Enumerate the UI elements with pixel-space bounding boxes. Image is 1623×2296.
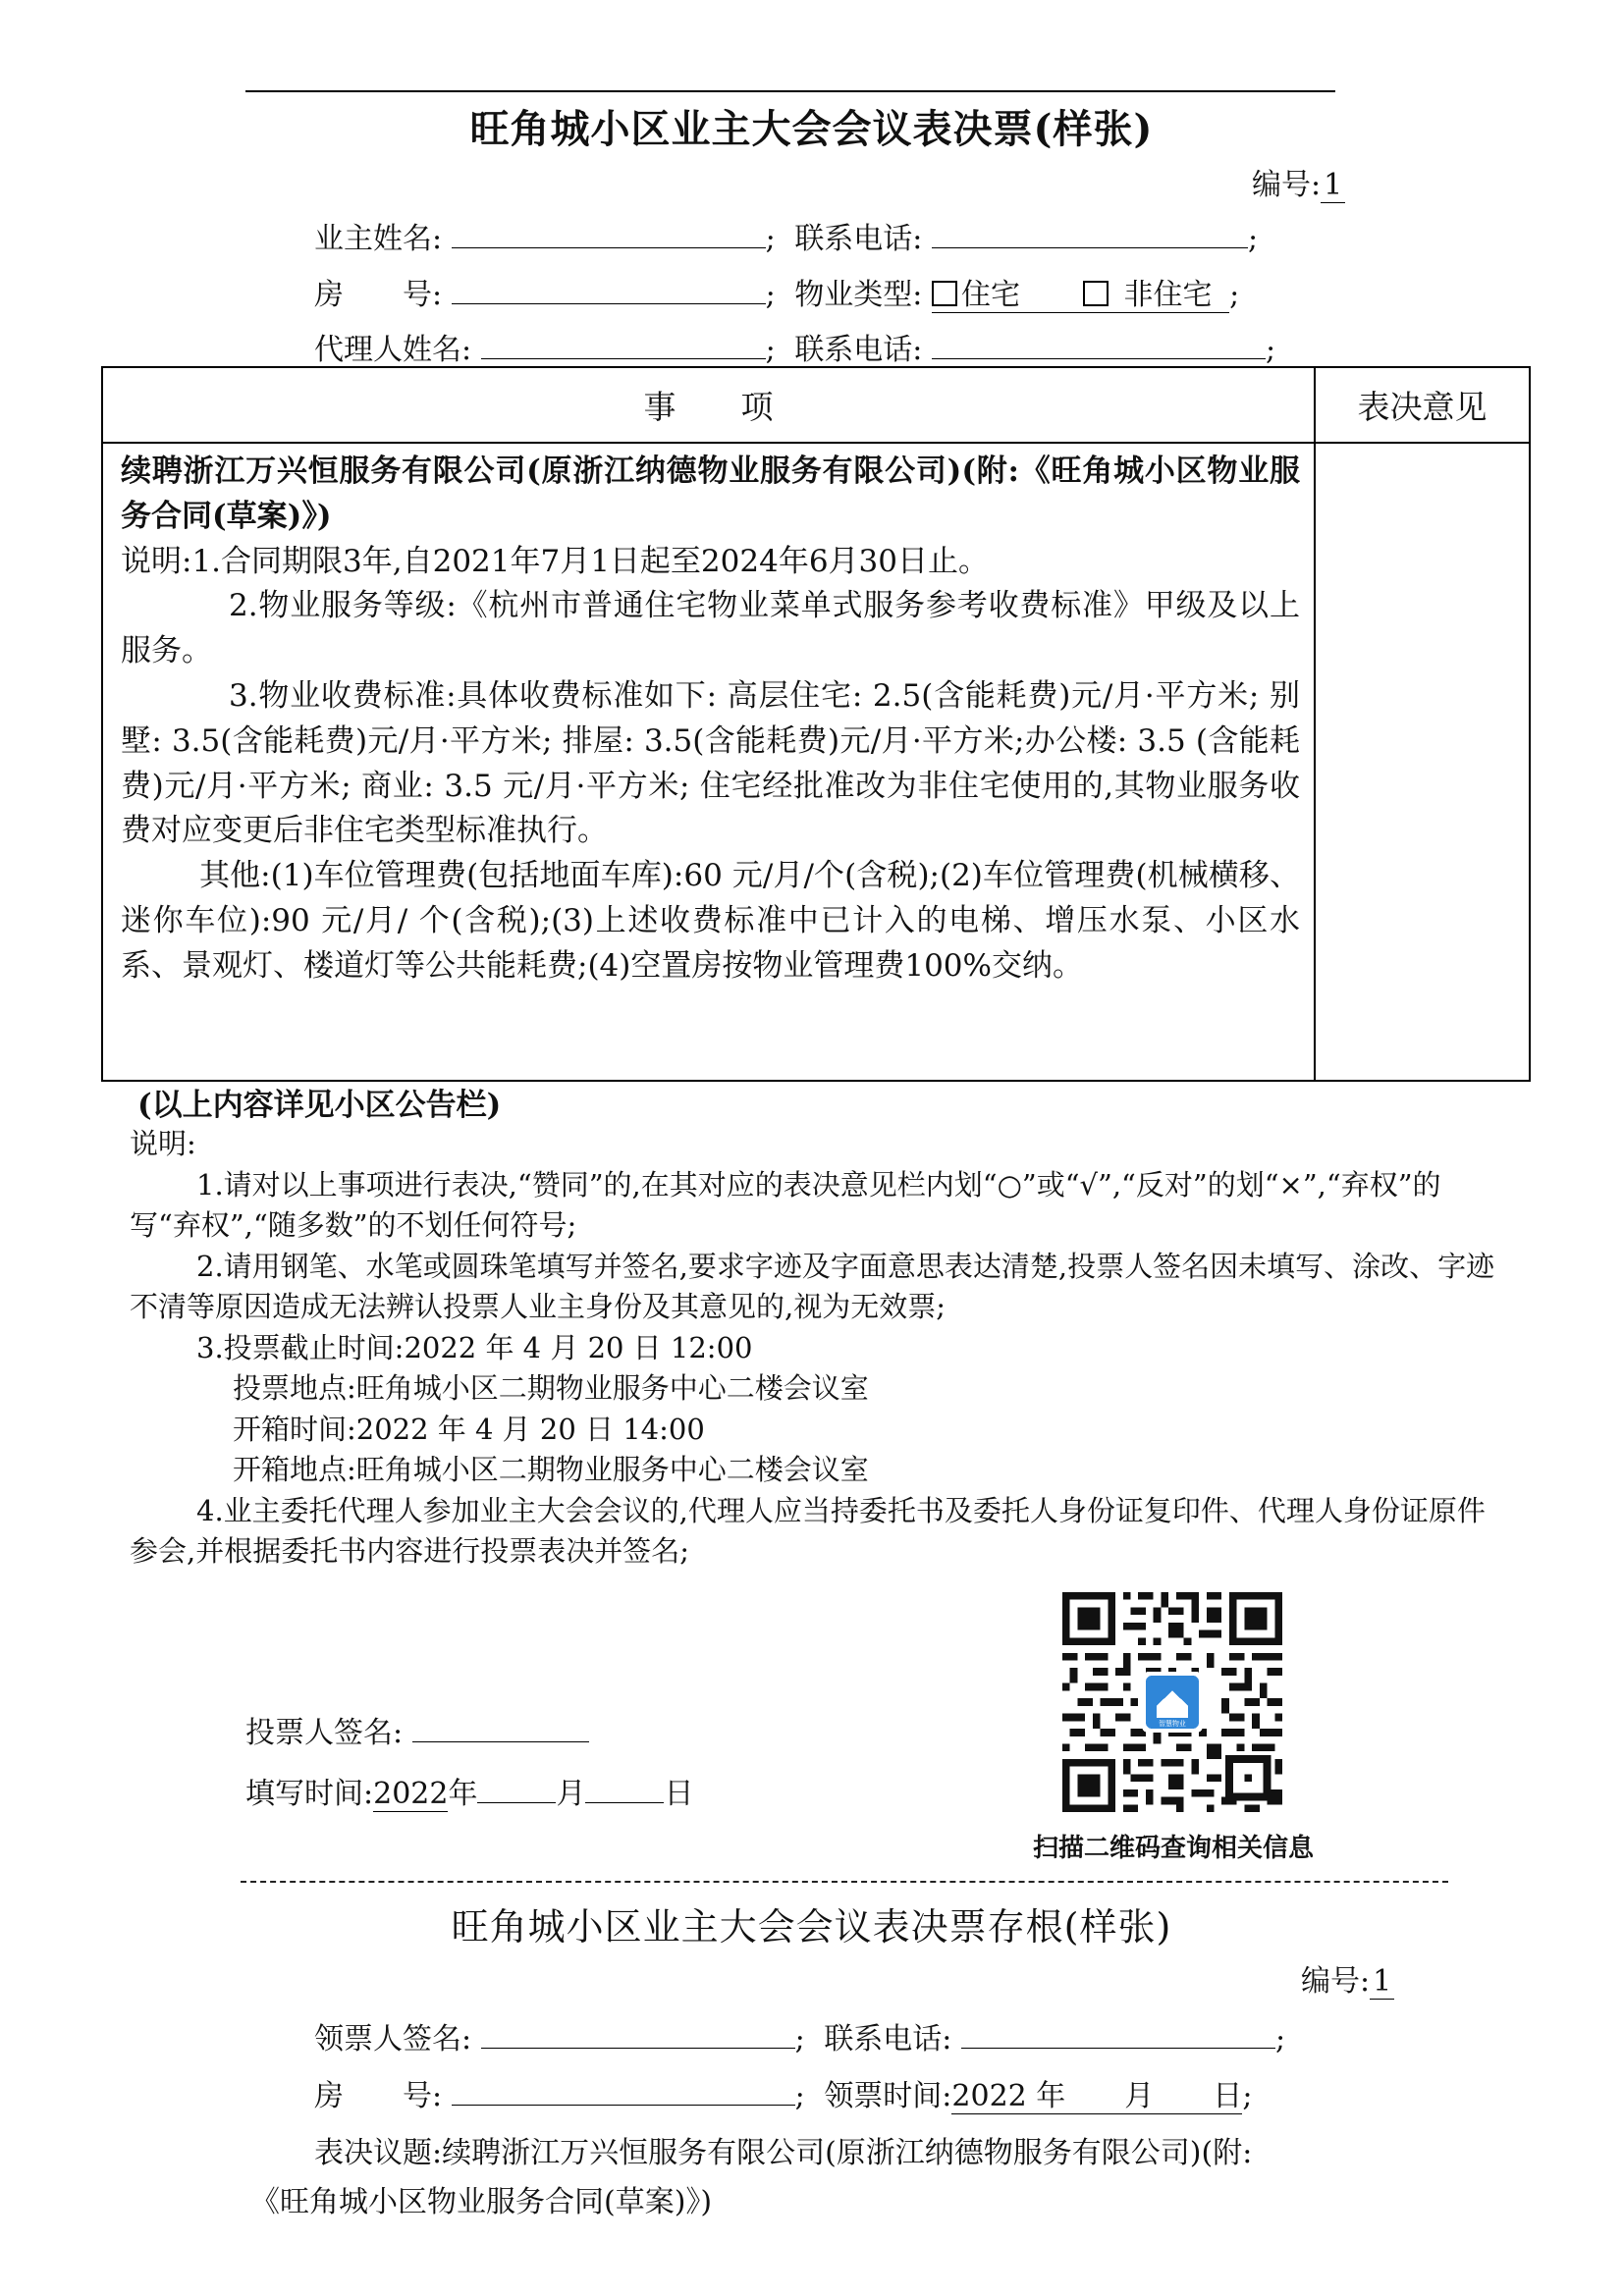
property-type-label: 物业类型: bbox=[794, 278, 923, 312]
explanation-2: 2.物业服务等级:《杭州市普通住宅物业菜单式服务参考收费标准》甲级及以上服务。 bbox=[121, 588, 1300, 669]
stub-title: 旺角城小区业主大会会议表决票存根(样张) bbox=[451, 1905, 1172, 1949]
stub-room-row: 房 号: ; 领票时间:2022 年 月 日; bbox=[314, 2071, 1252, 2114]
notice-board-text: (以上内容详见小区公告栏) bbox=[137, 1088, 502, 1123]
opinion-cell[interactable] bbox=[1315, 443, 1530, 1081]
owner-phone-label: 联系电话: bbox=[794, 222, 923, 256]
stub-room-label: 房 号: bbox=[314, 2079, 443, 2113]
qr-code[interactable] bbox=[1062, 1592, 1282, 1812]
stub-time-label: 领票时间: bbox=[824, 2079, 952, 2113]
owner-phone-field[interactable] bbox=[932, 218, 1248, 248]
resolution-heading: 续聘浙江万兴恒服务有限公司(原浙江纳德物业服务有限公司)(附:《旺角城小区物业服务合同(草案)》) bbox=[121, 454, 1300, 534]
agent-phone-field[interactable] bbox=[932, 329, 1266, 359]
room-label: 房 号: bbox=[314, 278, 443, 312]
nonresidential-checkbox[interactable] bbox=[1083, 281, 1109, 306]
ballot-title: 旺角城小区业主大会会议表决票(样张) bbox=[469, 106, 1154, 152]
room-row: 房 号: ; 物业类型: 住宅 非住宅 ; bbox=[314, 270, 1239, 313]
note-1: 1.请对以上事项进行表决,“赞同”的,在其对应的表决意见栏内划“○”或“√”,“反对”的划“×”,“弃权”的写“弃权”,“随多数”的不划任何符号; bbox=[130, 1167, 1441, 1242]
note-3-place: 投票地点:旺角城小区二期物业服务中心二楼会议室 bbox=[233, 1371, 869, 1405]
stub-room-field[interactable] bbox=[452, 2075, 795, 2106]
stub-resolution-line2: 《旺角城小区物业服务合同(草案)》) bbox=[250, 2185, 713, 2219]
fill-year: 2022 bbox=[373, 1777, 449, 1811]
header-matter: 事 项 bbox=[102, 367, 1315, 443]
room-field[interactable] bbox=[452, 274, 766, 304]
agent-phone-label: 联系电话: bbox=[794, 333, 923, 367]
agent-row: 代理人姓名: ; 联系电话: ; bbox=[314, 325, 1275, 368]
stub-phone-field[interactable] bbox=[961, 2018, 1275, 2049]
note-2: 2.请用钢笔、水笔或圆珠笔填写并签名,要求字迹及字面意思表达清楚,投票人签名因未填写、涂改、字迹不清等原因造成无法辨认投票人业主身份及其意见的,视为无效票; bbox=[130, 1249, 1495, 1323]
owner-row: 业主姓名: ; 联系电话: ; bbox=[314, 214, 1258, 257]
stub-number-value: 1 bbox=[1370, 1964, 1394, 2000]
fill-month-field[interactable] bbox=[477, 1773, 556, 1803]
fill-day-field[interactable] bbox=[585, 1773, 664, 1803]
resolution-table bbox=[101, 366, 1531, 1082]
voter-signature-row bbox=[245, 1708, 589, 1751]
voter-signature-label: 投票人签名: bbox=[245, 1716, 404, 1750]
voter-signature-field[interactable] bbox=[412, 1712, 589, 1742]
stub-time-value: 2022 年 月 日 bbox=[951, 2079, 1243, 2113]
residential-checkbox[interactable] bbox=[932, 281, 957, 306]
agent-name-field[interactable] bbox=[481, 329, 766, 359]
property-type-options: 住宅 非住宅 bbox=[932, 278, 1229, 313]
stub-receiver-row: 领票人签名: ; 联系电话: ; bbox=[314, 2014, 1285, 2057]
agent-name-label: 代理人姓名: bbox=[314, 333, 472, 367]
owner-name-label: 业主姓名: bbox=[314, 222, 443, 256]
note-3-open-place: 开箱地点:旺角城小区二期物业服务中心二楼会议室 bbox=[233, 1453, 869, 1486]
matter-cell bbox=[102, 443, 1315, 1081]
note-4: 4.业主委托代理人参加业主大会会议的,代理人应当持委托书及委托人身份证复印件、代理人身份证原件参会,并根据委托书内容进行投票表决并签名; bbox=[130, 1493, 1486, 1568]
explanation-1: 说明:1.合同期限3年,自2021年7月1日起至2024年6月30日止。 bbox=[121, 543, 989, 579]
stub-receiver-field[interactable] bbox=[481, 2018, 795, 2049]
stub-resolution-line1: 表决议题:续聘浙江万兴恒服务有限公司(原浙江纳德物服务有限公司)(附: bbox=[314, 2136, 1253, 2170]
note-3: 3.投票截止时间:2022 年 4 月 20 日 12:00 bbox=[196, 1330, 753, 1364]
stub-number: 编号: 1 bbox=[1301, 1956, 1394, 2000]
note-3-open-time: 开箱时间:2022 年 4 月 20 日 14:00 bbox=[233, 1412, 705, 1446]
ballot-number-value: 1 bbox=[1321, 168, 1345, 203]
explanation-other: 其他:(1)车位管理费(包括地面车库):60 元/月/个(含税);(2)车位管理费(机械横移、迷你车位):90 元/月/ 个(含税);(3)上述收费标准中已计入的电梯、增压水泵、小区水系、景观灯、楼道灯等公共能耗费;(4)空置房按物业管理费100%交纳。 bbox=[121, 858, 1300, 984]
notes-block bbox=[130, 1124, 1504, 1573]
qr-icon-text bbox=[1159, 1719, 1186, 1728]
notes-label: 说明: bbox=[130, 1127, 196, 1160]
tear-line bbox=[241, 1881, 1448, 1883]
header-opinion: 表决意见 bbox=[1315, 367, 1530, 443]
stub-receiver-label: 领票人签名: bbox=[314, 2022, 472, 2056]
stub-phone-label: 联系电话: bbox=[824, 2022, 952, 2056]
explanation-3: 3.物业收费标准:具体收费标准如下: 高层住宅: 2.5(含能耗费)元/月·平方米; 别墅: 3.5(含能耗费)元/月·平方米; 排屋: 3.5(含能耗费)元/月·平方米;办公楼: 3.5 (含能耗费)元/月·平方米; 商业: 3.5 元/月·平方米; 住宅经批准改为非住宅使用的,其物业服务收费对应变更后非住宅类型标准执行。 bbox=[121, 677, 1300, 849]
fill-date-row: 填写时间:2022年 月 日 bbox=[245, 1769, 693, 1812]
ballot-number: 编号: 1 bbox=[1252, 160, 1345, 203]
qr-caption: 扫描二维码查询相关信息 bbox=[1032, 1834, 1314, 1863]
title-rule bbox=[245, 90, 1335, 92]
owner-name-field[interactable] bbox=[452, 218, 766, 248]
fill-date-label: 填写时间: bbox=[245, 1777, 374, 1811]
